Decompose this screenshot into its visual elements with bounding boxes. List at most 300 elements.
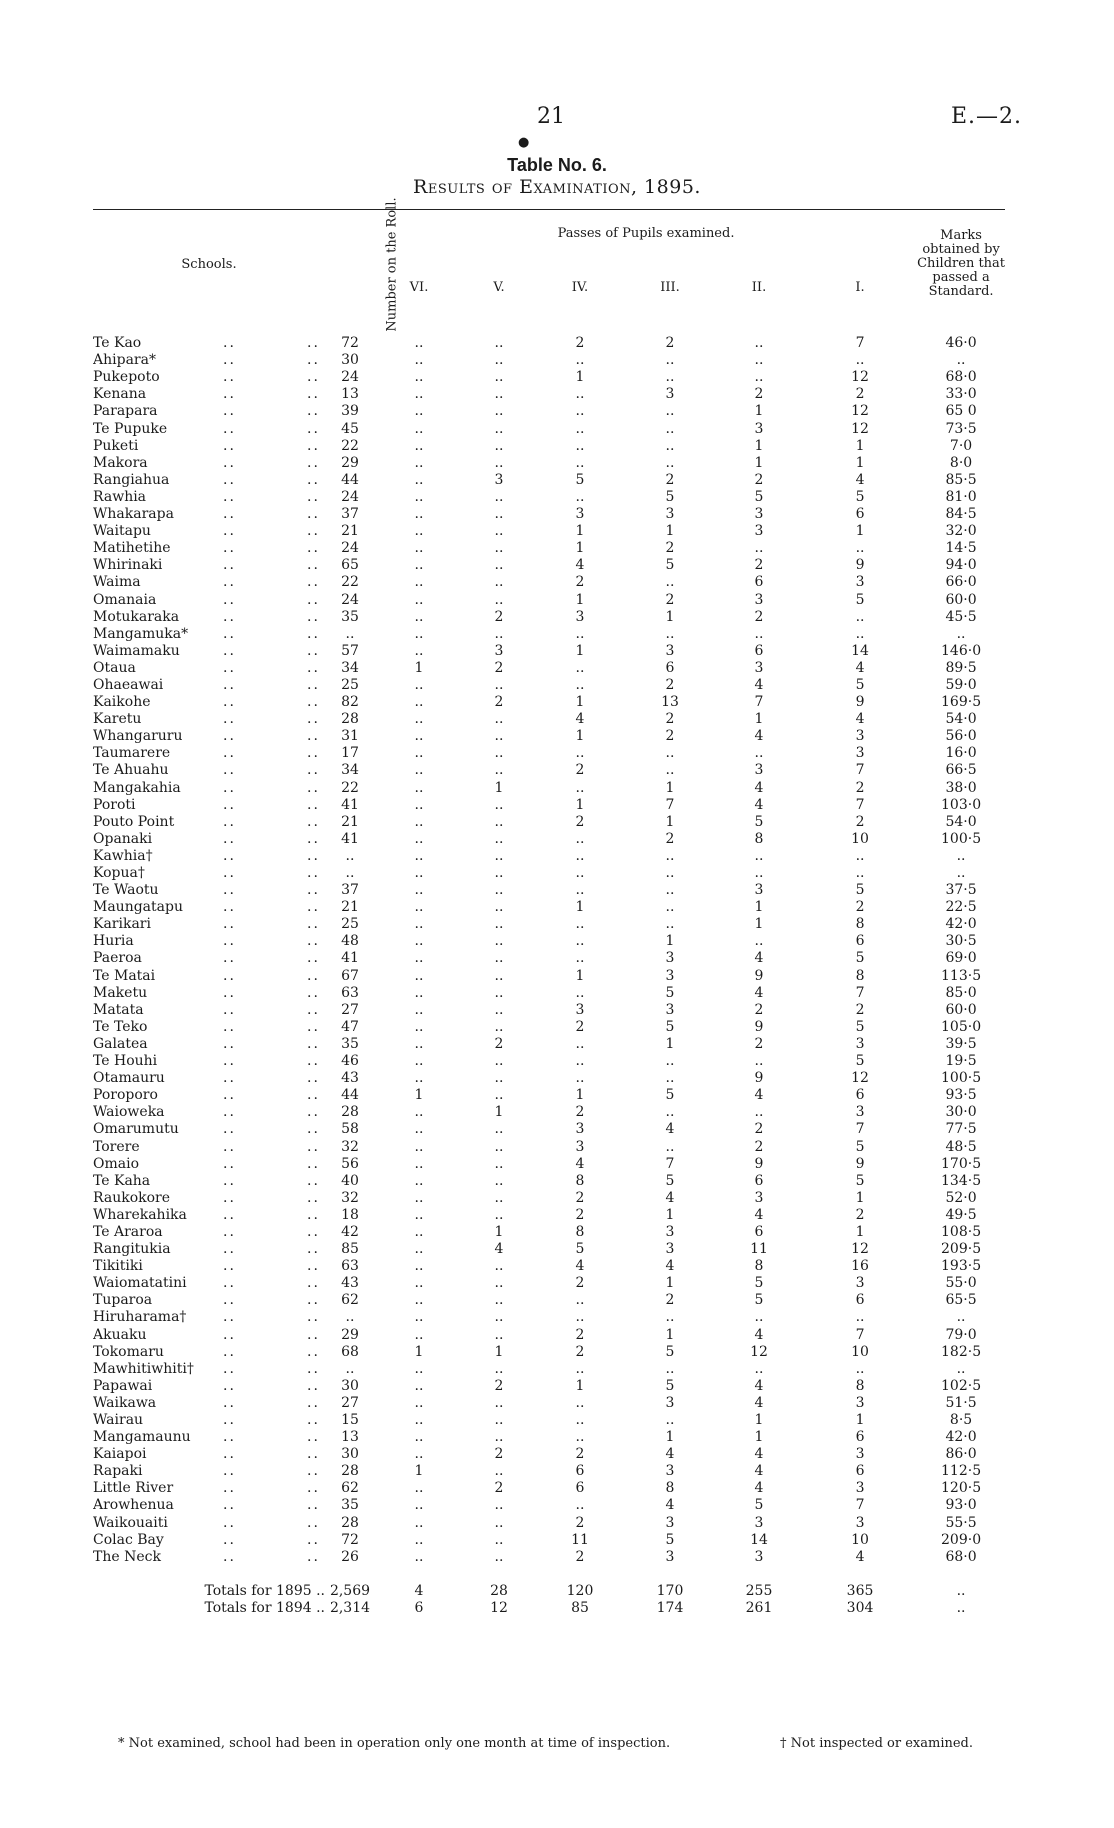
- school-name-cell: [93, 797, 325, 814]
- passes-iv-cell: 3: [575, 1138, 585, 1155]
- passes-v-cell: 2: [494, 1377, 504, 1394]
- roll-cell: 29: [341, 1326, 359, 1343]
- leader-dots: ..: [223, 984, 236, 1001]
- passes-ii-cell: 5: [754, 1292, 764, 1309]
- passes-i-cell: 12: [851, 403, 869, 420]
- passes-vi-cell: ..: [414, 711, 424, 728]
- marks-cell: 54·0: [945, 813, 977, 830]
- roll-cell: 13: [341, 1429, 359, 1446]
- leader-dots: ..: [223, 1394, 236, 1411]
- leader-dots: ..: [223, 1429, 236, 1446]
- passes-ii-cell: 1: [754, 899, 764, 916]
- school-name-cell: [93, 1207, 325, 1224]
- school-name-cell: [93, 865, 325, 882]
- marks-cell: 100·5: [941, 830, 982, 847]
- roll-cell: 41: [341, 830, 359, 847]
- school-name-cell: [93, 335, 325, 352]
- passes-iv-cell: ..: [575, 1429, 585, 1446]
- passes-iv-cell: ..: [575, 1053, 585, 1070]
- passes-vi-cell: ..: [414, 437, 424, 454]
- passes-iii-cell: 2: [665, 711, 675, 728]
- passes-iii-cell: 8: [665, 1480, 675, 1497]
- passes-iv-cell: 1: [575, 1087, 585, 1104]
- passes-vi-cell: ..: [414, 1035, 424, 1052]
- table-row: [93, 1019, 1005, 1036]
- totals-passes-iii-cell: 170: [656, 1582, 684, 1599]
- passes-i-cell: 16: [851, 1258, 869, 1275]
- passes-iv-cell: 1: [575, 591, 585, 608]
- passes-i-cell: ..: [855, 847, 865, 864]
- leader-dots: ..: [223, 335, 236, 352]
- passes-i-cell: 7: [855, 1497, 865, 1514]
- school-name-cell: [93, 728, 325, 745]
- roll-cell: 25: [341, 676, 359, 693]
- school-name: Kenana: [93, 386, 147, 403]
- passes-vi-cell: ..: [414, 694, 424, 711]
- passes-ii-cell: ..: [754, 1309, 764, 1326]
- passes-ii-cell: 5: [754, 813, 764, 830]
- passes-iii-cell: ..: [665, 1070, 675, 1087]
- leader-dots: ..: [307, 574, 320, 591]
- school-name-cell: [93, 1019, 325, 1036]
- table-row: [93, 369, 1005, 386]
- passes-i-cell: 6: [855, 933, 865, 950]
- passes-ii-cell: 4: [754, 1377, 764, 1394]
- passes-v-cell: ..: [494, 1258, 504, 1275]
- roll-cell: 24: [341, 488, 359, 505]
- marks-cell: ..: [956, 625, 966, 642]
- table-row: [93, 933, 1005, 950]
- leader-dots: ..: [307, 1326, 320, 1343]
- leader-dots: ..: [307, 335, 320, 352]
- grade-header-v: V.: [493, 279, 505, 295]
- passes-v-cell: ..: [494, 454, 504, 471]
- passes-iv-cell: ..: [575, 403, 585, 420]
- passes-v-cell: 1: [494, 1223, 504, 1240]
- school-name: Te Pupuke: [93, 420, 168, 437]
- marks-cell: 146·0: [941, 642, 982, 659]
- passes-iii-cell: 13: [661, 694, 679, 711]
- marks-cell: 55·0: [945, 1275, 977, 1292]
- passes-iii-cell: ..: [665, 1360, 675, 1377]
- table-row: [93, 985, 1005, 1002]
- document-reference: E.—2.: [951, 104, 1023, 129]
- totals-passes-i-cell: 304: [846, 1600, 874, 1617]
- table-row: [93, 694, 1005, 711]
- school-name-cell: [93, 916, 325, 933]
- passes-iii-cell: 5: [665, 1087, 675, 1104]
- passes-iii-cell: 2: [665, 335, 675, 352]
- school-name: Maungatapu: [93, 899, 183, 916]
- school-name-cell: [93, 985, 325, 1002]
- marks-cell: 86·0: [945, 1446, 977, 1463]
- leader-dots: ..: [223, 1223, 236, 1240]
- roll-cell: 31: [341, 728, 359, 745]
- school-name: Te Araroa: [93, 1223, 163, 1240]
- marks-cell: 33·0: [945, 386, 977, 403]
- leader-dots: ..: [223, 1412, 236, 1428]
- passes-v-cell: ..: [494, 1412, 504, 1428]
- table-row: [93, 1480, 1005, 1497]
- passes-ii-cell: 4: [754, 728, 764, 745]
- school-name-cell: [93, 1070, 325, 1087]
- passes-iv-cell: ..: [575, 1309, 585, 1326]
- passes-i-cell: ..: [855, 540, 865, 557]
- passes-i-cell: 3: [855, 574, 865, 591]
- passes-vi-cell: ..: [414, 1172, 424, 1189]
- roll-cell: 62: [341, 1292, 359, 1309]
- passes-iv-cell: ..: [575, 1035, 585, 1052]
- marks-cell: 66·0: [945, 574, 977, 591]
- school-name: Paeroa: [93, 950, 142, 967]
- passes-vi-cell: ..: [414, 933, 424, 950]
- school-name: Colac Bay: [93, 1531, 164, 1548]
- leader-dots: ..: [307, 899, 320, 916]
- passes-iv-cell: 2: [575, 335, 585, 352]
- passes-iii-cell: 3: [665, 1548, 675, 1565]
- leader-dots: ..: [223, 1258, 236, 1275]
- passes-iii-cell: 2: [665, 1292, 675, 1309]
- table-row: [93, 762, 1005, 779]
- school-name: Makora: [93, 454, 148, 471]
- passes-iii-cell: ..: [665, 1053, 675, 1070]
- passes-i-cell: 10: [851, 830, 869, 847]
- passes-iv-cell: ..: [575, 984, 585, 1001]
- passes-iv-cell: 4: [575, 711, 585, 728]
- passes-ii-cell: 4: [754, 1446, 764, 1463]
- passes-v-cell: ..: [494, 1172, 504, 1189]
- roll-cell: 24: [341, 369, 359, 386]
- passes-vi-cell: ..: [414, 1429, 424, 1446]
- passes-iii-cell: 1: [665, 608, 675, 625]
- totals-passes-v-cell: 28: [490, 1582, 508, 1599]
- marks-cell: 49·5: [945, 1206, 977, 1223]
- school-name-cell: [93, 968, 325, 985]
- leader-dots: ..: [223, 488, 236, 505]
- passes-v-cell: ..: [494, 1155, 504, 1172]
- passes-ii-cell: 4: [754, 1326, 764, 1343]
- passes-ii-cell: 1: [754, 1429, 764, 1446]
- leader-dots: ..: [307, 830, 320, 847]
- leader-dots: ..: [223, 676, 236, 693]
- passes-iv-cell: ..: [575, 1497, 585, 1514]
- passes-v-cell: ..: [494, 1548, 504, 1565]
- passes-vi-cell: ..: [414, 1241, 424, 1258]
- roll-cell: 48: [341, 933, 359, 950]
- passes-iv-cell: ..: [575, 488, 585, 505]
- passes-i-cell: 6: [855, 1463, 865, 1480]
- leader-dots: ..: [223, 1377, 236, 1394]
- passes-iii-cell: 2: [665, 591, 675, 608]
- table-row: [93, 1224, 1005, 1241]
- leader-dots: ..: [307, 1070, 320, 1087]
- passes-iv-cell: 8: [575, 1223, 585, 1240]
- marks-cell: 89·5: [945, 659, 977, 676]
- passes-iv-cell: ..: [575, 676, 585, 693]
- passes-iv-cell: ..: [575, 847, 585, 864]
- marks-cell: 209·0: [941, 1531, 982, 1548]
- passes-i-cell: 5: [855, 1018, 865, 1035]
- table-row: [93, 745, 1005, 762]
- passes-vi-cell: 1: [414, 1463, 424, 1480]
- passes-ii-cell: ..: [754, 369, 764, 386]
- roll-cell: 30: [341, 1377, 359, 1394]
- passes-i-cell: 1: [855, 1189, 865, 1206]
- passes-v-cell: ..: [494, 984, 504, 1001]
- school-name-cell: [93, 745, 325, 762]
- marks-cell: 68·0: [945, 1548, 977, 1565]
- passes-ii-cell: ..: [754, 1053, 764, 1070]
- school-name-cell: [93, 1429, 325, 1446]
- roll-cell: 28: [341, 1104, 359, 1121]
- passes-vi-cell: ..: [414, 1275, 424, 1292]
- passes-v-cell: 1: [494, 779, 504, 796]
- school-name: Omaio: [93, 1155, 140, 1172]
- leader-dots: ..: [223, 1138, 236, 1155]
- marks-cell: ..: [956, 847, 966, 864]
- passes-vi-cell: ..: [414, 506, 424, 523]
- passes-vi-cell: ..: [414, 557, 424, 574]
- marks-cell: 94·0: [945, 557, 977, 574]
- passes-i-cell: ..: [855, 608, 865, 625]
- passes-iii-cell: 4: [665, 1189, 675, 1206]
- passes-ii-cell: 3: [754, 762, 764, 779]
- school-name: Waikouaiti: [93, 1514, 168, 1531]
- passes-iii-cell: ..: [665, 847, 675, 864]
- table-row: [93, 1104, 1005, 1121]
- passes-iv-cell: 1: [575, 642, 585, 659]
- marks-cell: 84·5: [945, 506, 977, 523]
- passes-i-cell: 10: [851, 1343, 869, 1360]
- passes-iv-cell: 3: [575, 1001, 585, 1018]
- passes-vi-cell: ..: [414, 1309, 424, 1326]
- marks-cell: 65·5: [945, 1292, 977, 1309]
- passes-v-cell: ..: [494, 540, 504, 557]
- leader-dots: ..: [307, 1035, 320, 1052]
- leader-dots: ..: [307, 506, 320, 523]
- marks-cell: 100·5: [941, 1070, 982, 1087]
- passes-v-cell: 2: [494, 694, 504, 711]
- leader-dots: ..: [307, 984, 320, 1001]
- passes-v-cell: ..: [494, 625, 504, 642]
- school-name: The Neck: [93, 1548, 161, 1565]
- marks-cell: 8·5: [949, 1412, 973, 1428]
- passes-vi-cell: ..: [414, 1514, 424, 1531]
- leader-dots: ..: [223, 1035, 236, 1052]
- grade-header-vi: VI.: [409, 279, 429, 295]
- leader-dots: ..: [223, 1121, 236, 1138]
- school-name-cell: [93, 455, 325, 472]
- passes-i-cell: 5: [855, 1172, 865, 1189]
- roll-cell: 24: [341, 591, 359, 608]
- passes-v-cell: ..: [494, 796, 504, 813]
- table-row: [93, 797, 1005, 814]
- school-name: Mangakahia: [93, 779, 181, 796]
- table-row: [93, 1207, 1005, 1224]
- leader-dots: ..: [307, 488, 320, 505]
- roll-cell: 43: [341, 1275, 359, 1292]
- leader-dots: ..: [307, 1514, 320, 1531]
- leader-dots: ..: [307, 1138, 320, 1155]
- passes-iv-cell: 3: [575, 506, 585, 523]
- school-name: Maketu: [93, 984, 148, 1001]
- roll-cell: 37: [341, 882, 359, 899]
- passes-iii-cell: 5: [665, 1018, 675, 1035]
- passes-iv-cell: 1: [575, 899, 585, 916]
- roll-cell: 21: [341, 813, 359, 830]
- passes-vi-cell: ..: [414, 1548, 424, 1565]
- leader-dots: ..: [223, 1070, 236, 1087]
- school-name: Opanaki: [93, 830, 153, 847]
- roll-cell: 22: [341, 574, 359, 591]
- roll-cell: 62: [341, 1480, 359, 1497]
- passes-vi-cell: 1: [414, 1087, 424, 1104]
- school-name: Wairau: [93, 1412, 144, 1428]
- roll-cell: 28: [341, 711, 359, 728]
- passes-v-cell: ..: [494, 437, 504, 454]
- grade-header-iii: III.: [660, 279, 680, 295]
- school-name-cell: [93, 1532, 325, 1549]
- marks-cell: 30·0: [945, 1104, 977, 1121]
- passes-v-cell: ..: [494, 1309, 504, 1326]
- totals-passes-v-cell: 12: [490, 1600, 508, 1617]
- passes-ii-cell: 4: [754, 1394, 764, 1411]
- marks-cell: 48·5: [945, 1138, 977, 1155]
- roll-cell: 28: [341, 1463, 359, 1480]
- marks-cell: 38·0: [945, 779, 977, 796]
- school-name-cell: [93, 694, 325, 711]
- school-name: Te Matai: [93, 967, 156, 984]
- passes-v-cell: ..: [494, 933, 504, 950]
- passes-v-cell: 3: [494, 642, 504, 659]
- table-row: [93, 1395, 1005, 1412]
- table-row: [93, 1156, 1005, 1173]
- roll-cell: 24: [341, 540, 359, 557]
- passes-i-cell: 9: [855, 694, 865, 711]
- school-name: Waiomatatini: [93, 1275, 187, 1292]
- passes-ii-cell: ..: [754, 625, 764, 642]
- passes-vi-cell: ..: [414, 779, 424, 796]
- marks-cell: 93·5: [945, 1087, 977, 1104]
- table-row: [93, 1549, 1005, 1566]
- passes-iii-cell: 3: [665, 1463, 675, 1480]
- table-row: [93, 1173, 1005, 1190]
- passes-vi-cell: ..: [414, 984, 424, 1001]
- passes-v-cell: ..: [494, 1121, 504, 1138]
- leader-dots: ..: [307, 386, 320, 403]
- passes-i-cell: 1: [855, 1223, 865, 1240]
- passes-iv-cell: ..: [575, 454, 585, 471]
- school-name: Te Ahuahu: [93, 762, 169, 779]
- roll-cell: 15: [341, 1412, 359, 1428]
- roll-cell: 43: [341, 1070, 359, 1087]
- marks-cell: 7·0: [949, 437, 973, 454]
- passes-vi-cell: ..: [414, 1497, 424, 1514]
- roll-cell: 72: [341, 335, 359, 352]
- marks-cell: 22·5: [945, 899, 977, 916]
- school-name-cell: [93, 1173, 325, 1190]
- passes-vi-cell: ..: [414, 369, 424, 386]
- passes-ii-cell: ..: [754, 865, 764, 881]
- school-name-cell: [93, 1258, 325, 1275]
- marks-cell: 51·5: [945, 1394, 977, 1411]
- passes-iii-cell: 2: [665, 728, 675, 745]
- leader-dots: ..: [307, 1446, 320, 1463]
- passes-vi-cell: ..: [414, 1070, 424, 1087]
- passes-v-cell: 2: [494, 608, 504, 625]
- roll-cell: 26: [341, 1548, 359, 1565]
- grade-header-i: I.: [855, 279, 865, 295]
- leader-dots: ..: [307, 403, 320, 420]
- school-name: Te Waotu: [93, 882, 159, 899]
- passes-v-cell: ..: [494, 676, 504, 693]
- passes-i-cell: 5: [855, 591, 865, 608]
- leader-dots: ..: [307, 1360, 320, 1377]
- table-row: [93, 1070, 1005, 1087]
- roll-cell: 30: [341, 352, 359, 369]
- leader-dots: ..: [223, 830, 236, 847]
- passes-iv-cell: 2: [575, 1018, 585, 1035]
- passes-v-cell: ..: [494, 506, 504, 523]
- passes-v-cell: ..: [494, 1138, 504, 1155]
- leader-dots: ..: [307, 1394, 320, 1411]
- school-name: Te Kao: [93, 335, 142, 352]
- leader-dots: ..: [307, 591, 320, 608]
- passes-v-cell: ..: [494, 762, 504, 779]
- grade-header-ii: II.: [751, 279, 767, 295]
- passes-v-cell: ..: [494, 1394, 504, 1411]
- leader-dots: ..: [223, 437, 236, 454]
- leader-dots: ..: [223, 967, 236, 984]
- marks-cell: 170·5: [941, 1155, 982, 1172]
- roll-cell: 37: [341, 506, 359, 523]
- passes-v-cell: ..: [494, 335, 504, 352]
- passes-iv-cell: ..: [575, 386, 585, 403]
- table-body: [93, 318, 1005, 1583]
- roll-cell: 82: [341, 694, 359, 711]
- school-name-cell: [93, 1395, 325, 1412]
- leader-dots: ..: [307, 1104, 320, 1121]
- passes-i-cell: ..: [855, 1360, 865, 1377]
- passes-vi-cell: ..: [414, 728, 424, 745]
- school-name-cell: [93, 540, 325, 557]
- passes-ii-cell: ..: [754, 352, 764, 369]
- passes-vi-cell: ..: [414, 642, 424, 659]
- leader-dots: ..: [307, 1223, 320, 1240]
- school-name: Te Houhi: [93, 1053, 158, 1070]
- table-row: [93, 489, 1005, 506]
- passes-iv-cell: 1: [575, 967, 585, 984]
- school-name: Whakarapa: [93, 506, 174, 523]
- table-row: [93, 1241, 1005, 1258]
- school-name: Poroporo: [93, 1087, 158, 1104]
- table-row: [93, 1275, 1005, 1292]
- passes-ii-cell: 5: [754, 1497, 764, 1514]
- passes-vi-cell: ..: [414, 1292, 424, 1309]
- passes-v-cell: ..: [494, 813, 504, 830]
- leader-dots: ..: [223, 1343, 236, 1360]
- marks-cell: 42·0: [945, 1429, 977, 1446]
- passes-iii-cell: 1: [665, 779, 675, 796]
- passes-iii-cell: 3: [665, 1241, 675, 1258]
- roll-cell: 56: [341, 1155, 359, 1172]
- table-row: [93, 1429, 1005, 1446]
- leader-dots: ..: [223, 1480, 236, 1497]
- passes-i-cell: 4: [855, 659, 865, 676]
- passes-vi-cell: 1: [414, 1343, 424, 1360]
- passes-v-cell: 2: [494, 1035, 504, 1052]
- leader-dots: ..: [307, 1206, 320, 1223]
